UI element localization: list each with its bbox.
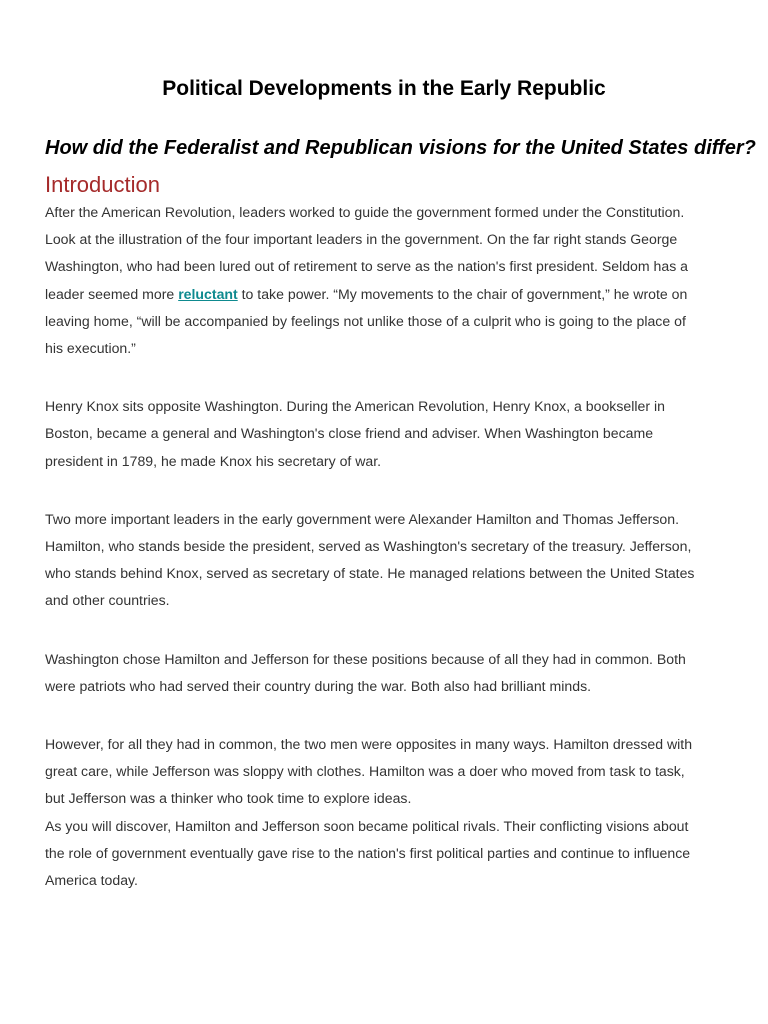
page-title: Political Developments in the Early Republic bbox=[162, 77, 606, 100]
paragraph-6 bbox=[45, 813, 725, 895]
paragraph-line: president in 1789, he made Knox his secretary of war. bbox=[45, 452, 382, 469]
paragraph-line: Henry Knox sits opposite Washington. During the American Revolution, Henry Knox, a bookseller in bbox=[45, 398, 665, 415]
paragraph-3 bbox=[45, 506, 725, 615]
text-before-link: leader seemed more bbox=[45, 285, 179, 302]
paragraph-line-with-link bbox=[45, 281, 725, 308]
paragraph-line: America today. bbox=[45, 872, 138, 889]
paragraph-line: However, for all they had in common, the two men were opposites in many ways. Hamilton dressed with bbox=[45, 736, 693, 753]
paragraph-line: As you will discover, Hamilton and Jefferson soon became political rivals. Their conflicting visions about bbox=[45, 817, 689, 834]
paragraph-line: Two more important leaders in the early government were Alexander Hamilton and Thomas Jefferson. bbox=[45, 510, 680, 527]
paragraph-line: were patriots who had served their country during the war. Both also had brilliant minds. bbox=[45, 677, 592, 694]
text-after-link: to take power. “My movements to the chair of government,” he wrote on bbox=[237, 285, 688, 302]
vocabulary-link-reluctant[interactable]: reluctant bbox=[178, 285, 238, 302]
paragraph-5 bbox=[45, 731, 725, 813]
paragraph-line: Washington, who had been lured out of retirement to serve as the nation's first president. Seldom has a bbox=[45, 258, 689, 275]
paragraph-line: the role of government eventually gave rise to the nation's first political parties and continue to influence bbox=[45, 844, 691, 861]
paragraph-line: After the American Revolution, leaders worked to guide the government formed under the Constitution. bbox=[45, 204, 685, 220]
paragraph-line: Hamilton, who stands beside the president, served as Washington's secretary of the treasury. Jefferson, bbox=[45, 538, 692, 555]
paragraph-line: his execution.” bbox=[45, 340, 136, 357]
paragraph-4 bbox=[45, 646, 725, 700]
paragraph-line: Washington chose Hamilton and Jefferson for these positions because of all they had in common. Both bbox=[45, 650, 686, 667]
essential-question: How did the Federalist and Republican visions for the United States differ? bbox=[45, 137, 756, 159]
paragraph-line: but Jefferson was a thinker who took time to explore ideas. bbox=[45, 790, 412, 807]
paragraph-line: who stands behind Knox, served as secretary of state. He managed relations between the United States bbox=[45, 565, 695, 582]
paragraph-line: leaving home, “will be accompanied by feelings not unlike those of a culprit who is going to the place of bbox=[45, 312, 686, 329]
paragraph-line: Look at the illustration of the four important leaders in the government. On the far right stands George bbox=[45, 231, 678, 248]
paragraph-line: and other countries. bbox=[45, 592, 170, 609]
paragraph-1 bbox=[45, 199, 725, 362]
paragraph-line: Boston, became a general and Washington's close friend and adviser. When Washington became bbox=[45, 425, 654, 442]
section-heading-introduction: Introduction bbox=[45, 172, 160, 197]
paragraph-2 bbox=[45, 393, 725, 475]
paragraph-line: great care, while Jefferson was sloppy with clothes. Hamilton was a doer who moved from task to task, bbox=[45, 763, 685, 780]
